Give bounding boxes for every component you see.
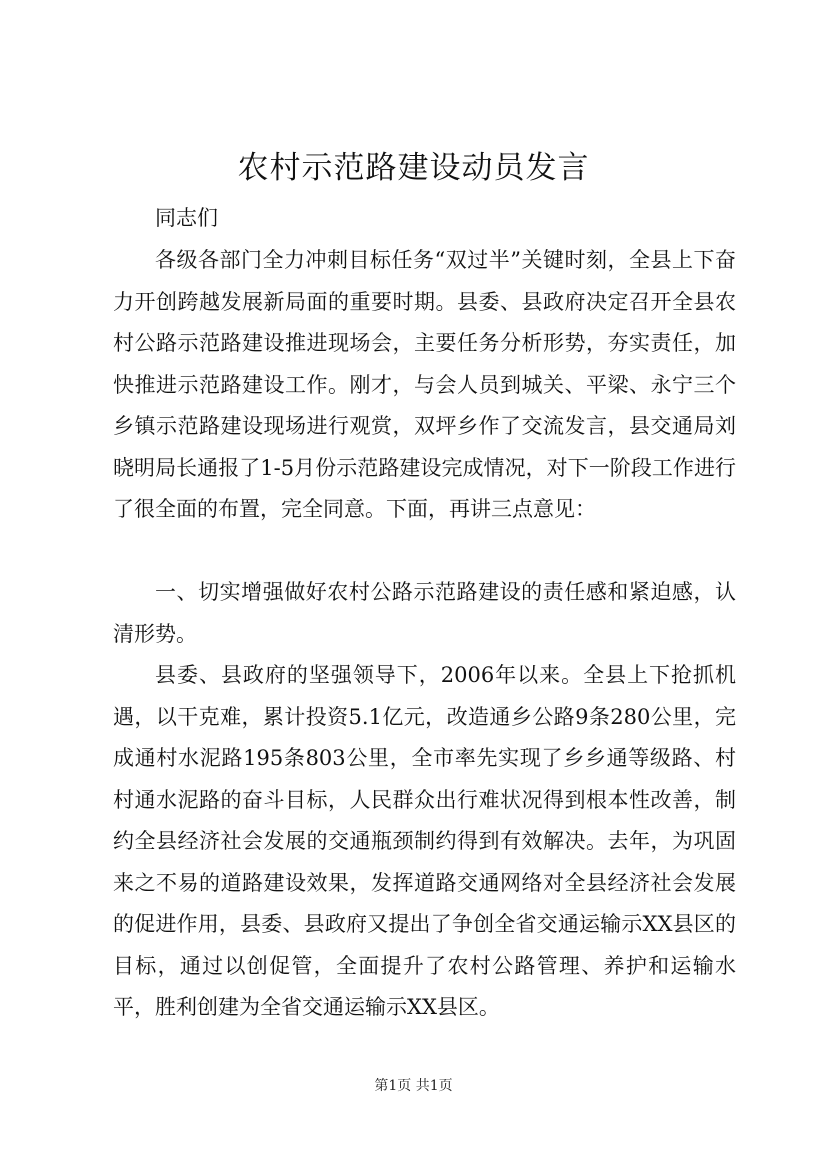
paragraph-section-heading: 一、切实增强做好农村公路示范路建设的责任感和紧迫感，认清形势。: [113, 580, 736, 646]
paragraph-intro: 各级各部门全力冲刺目标任务“双过半”关键时刻，全县上下奋力开创跨越发展新局面的重要时期。县委、县政府决定召开全县农村公路示范路建设推进现场会，主要任务分析形势，夯实责任，加快推进示范路建设工作。刚才，与会人员到城关、平梁、永宁三个乡镇示范路建设现场进行观赏，双坪乡作了交流发言，县交通局刘晓明局长通报了1-5月份示范路建设完成情况，对下一阶段工作进行了很全面的布置，完全同意。下面，再讲三点意见：: [113, 248, 736, 521]
document-title: 农村示范路建设动员发言: [237, 150, 590, 186]
page-number-footer: 第1页 共1页: [374, 1078, 453, 1094]
salutation: 同志们: [155, 206, 218, 230]
paragraph-body: 县委、县政府的坚强领导下，2006年以来。全县上下抢抓机遇，以干克难，累计投资5.1亿元，改造通乡公路9条280公里，完成通村水泥路195条803公里，全市率先实现了乡乡通等级路、村村通水泥路的奋斗目标，人民群众出行难状况得到根本性改善，制约全县经济社会发展的交通瓶颈制约得到有效解决。去年，为巩固来之不易的道路建设效果，发挥道路交通网络对全县经济社会发展的促进作用，县委、县政府又提出了争创全省交通运输示XX县区的目标，通过以创促管，全面提升了农村公路管理、养护和运输水平，胜利创建为全省交通运输示XX县区。: [113, 663, 736, 1019]
